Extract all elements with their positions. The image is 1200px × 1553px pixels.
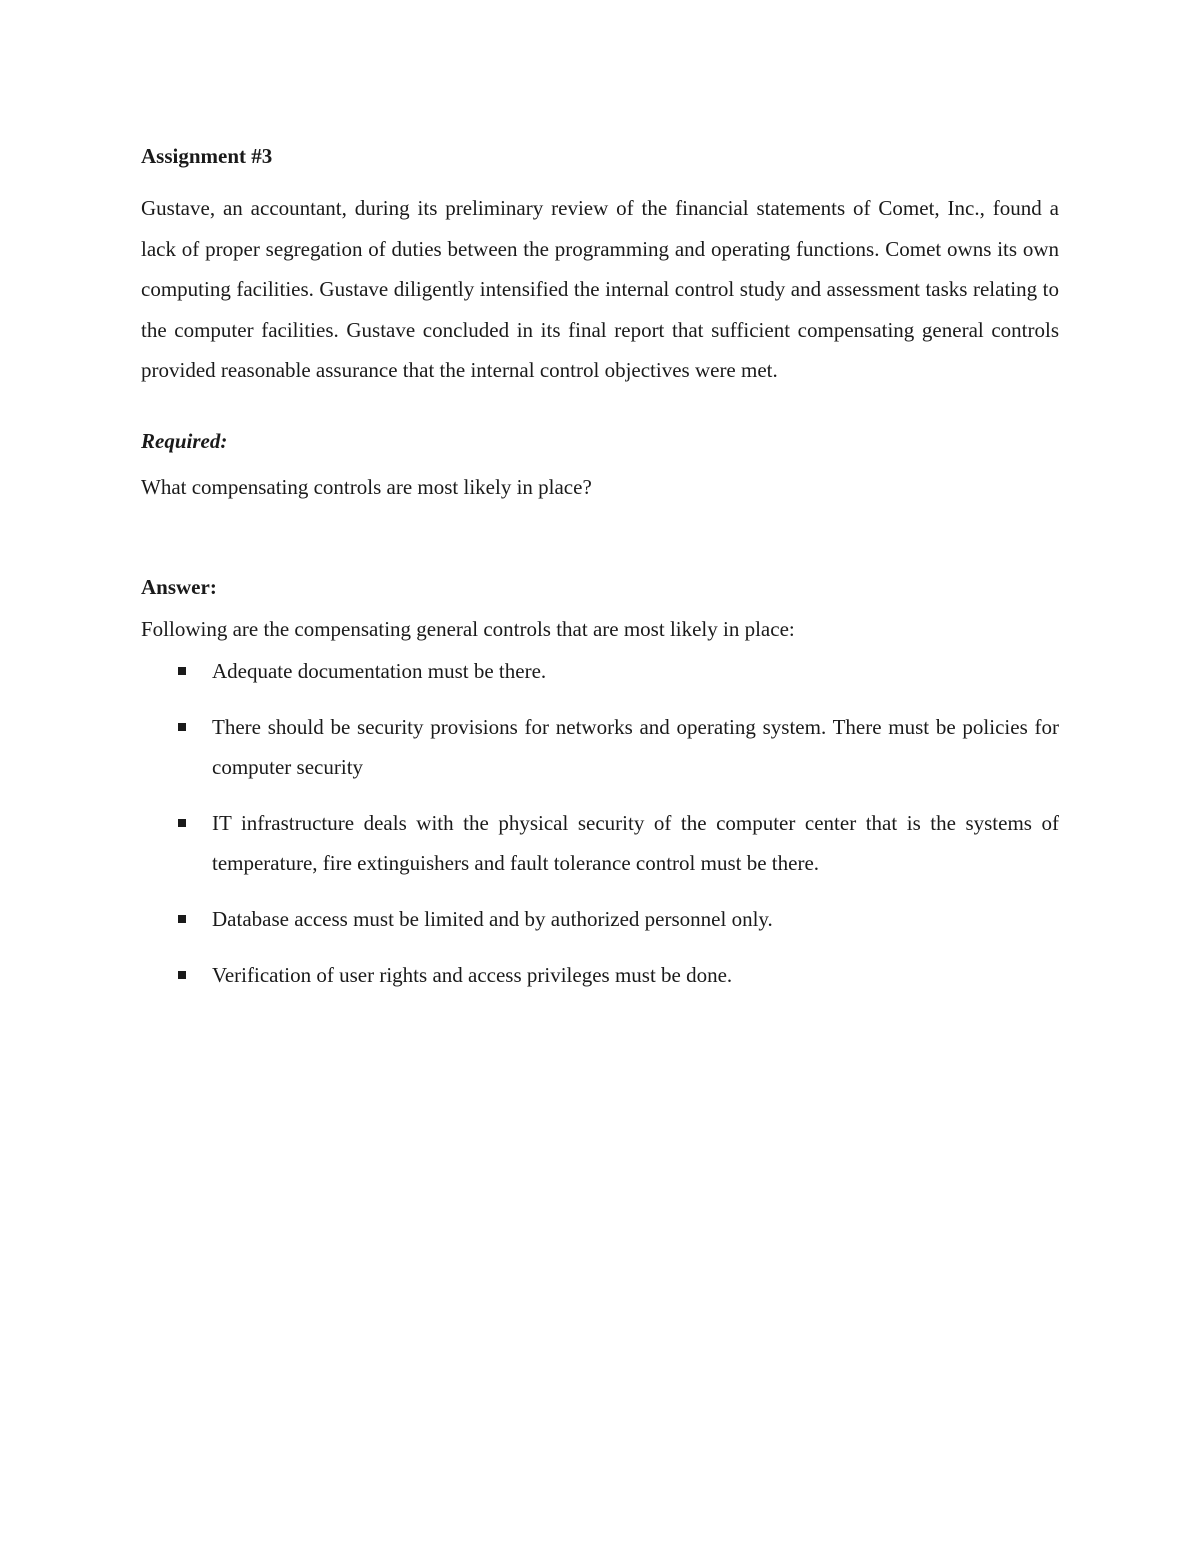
answer-intro: Following are the compensating general controls that are most likely in place:: [141, 616, 795, 641]
bullet-item: [141, 899, 1059, 940]
document-title: Assignment #3: [141, 144, 273, 168]
bullet-item: [141, 955, 1059, 996]
bullet-item: [141, 651, 1059, 692]
square-bullet-icon: [178, 971, 186, 979]
bullet-item: [141, 707, 1059, 788]
square-bullet-icon: [178, 723, 186, 731]
required-label: Required:: [141, 428, 228, 453]
bullet-text: There should be security provisions for networks and operating system. There must be policies for computer security: [212, 714, 1059, 780]
question-text: What compensating controls are most likely in place?: [141, 474, 592, 499]
bullet-text: IT infrastructure deals with the physical security of the computer center that is the systems of temperature, fire extinguishers and fault tolerance control must be there.: [212, 810, 1059, 876]
square-bullet-icon: [178, 667, 186, 675]
answer-label: Answer:: [141, 574, 217, 599]
square-bullet-icon: [178, 819, 186, 827]
intro-paragraph: Gustave, an accountant, during its preliminary review of the financial statements of Comet, Inc., found a lack of proper segregation of duties between the programming and operating functions. Comet owns its own computing facilities. Gustave diligently intensified the internal control study and assessment tasks relating to the computer facilities. Gustave concluded in its final report that sufficient compensating general controls provided reasonable assurance that the internal control objectives were met.: [141, 196, 1059, 383]
square-bullet-icon: [178, 915, 186, 923]
bullet-text: Adequate documentation must be there.: [212, 658, 547, 683]
bullet-text: Verification of user rights and access privileges must be done.: [212, 962, 733, 987]
bullet-text: Database access must be limited and by authorized personnel only.: [212, 906, 773, 931]
bullet-item: [141, 803, 1059, 884]
document-page: [141, 138, 1059, 1010]
answer-bullet-list: [141, 651, 1059, 995]
